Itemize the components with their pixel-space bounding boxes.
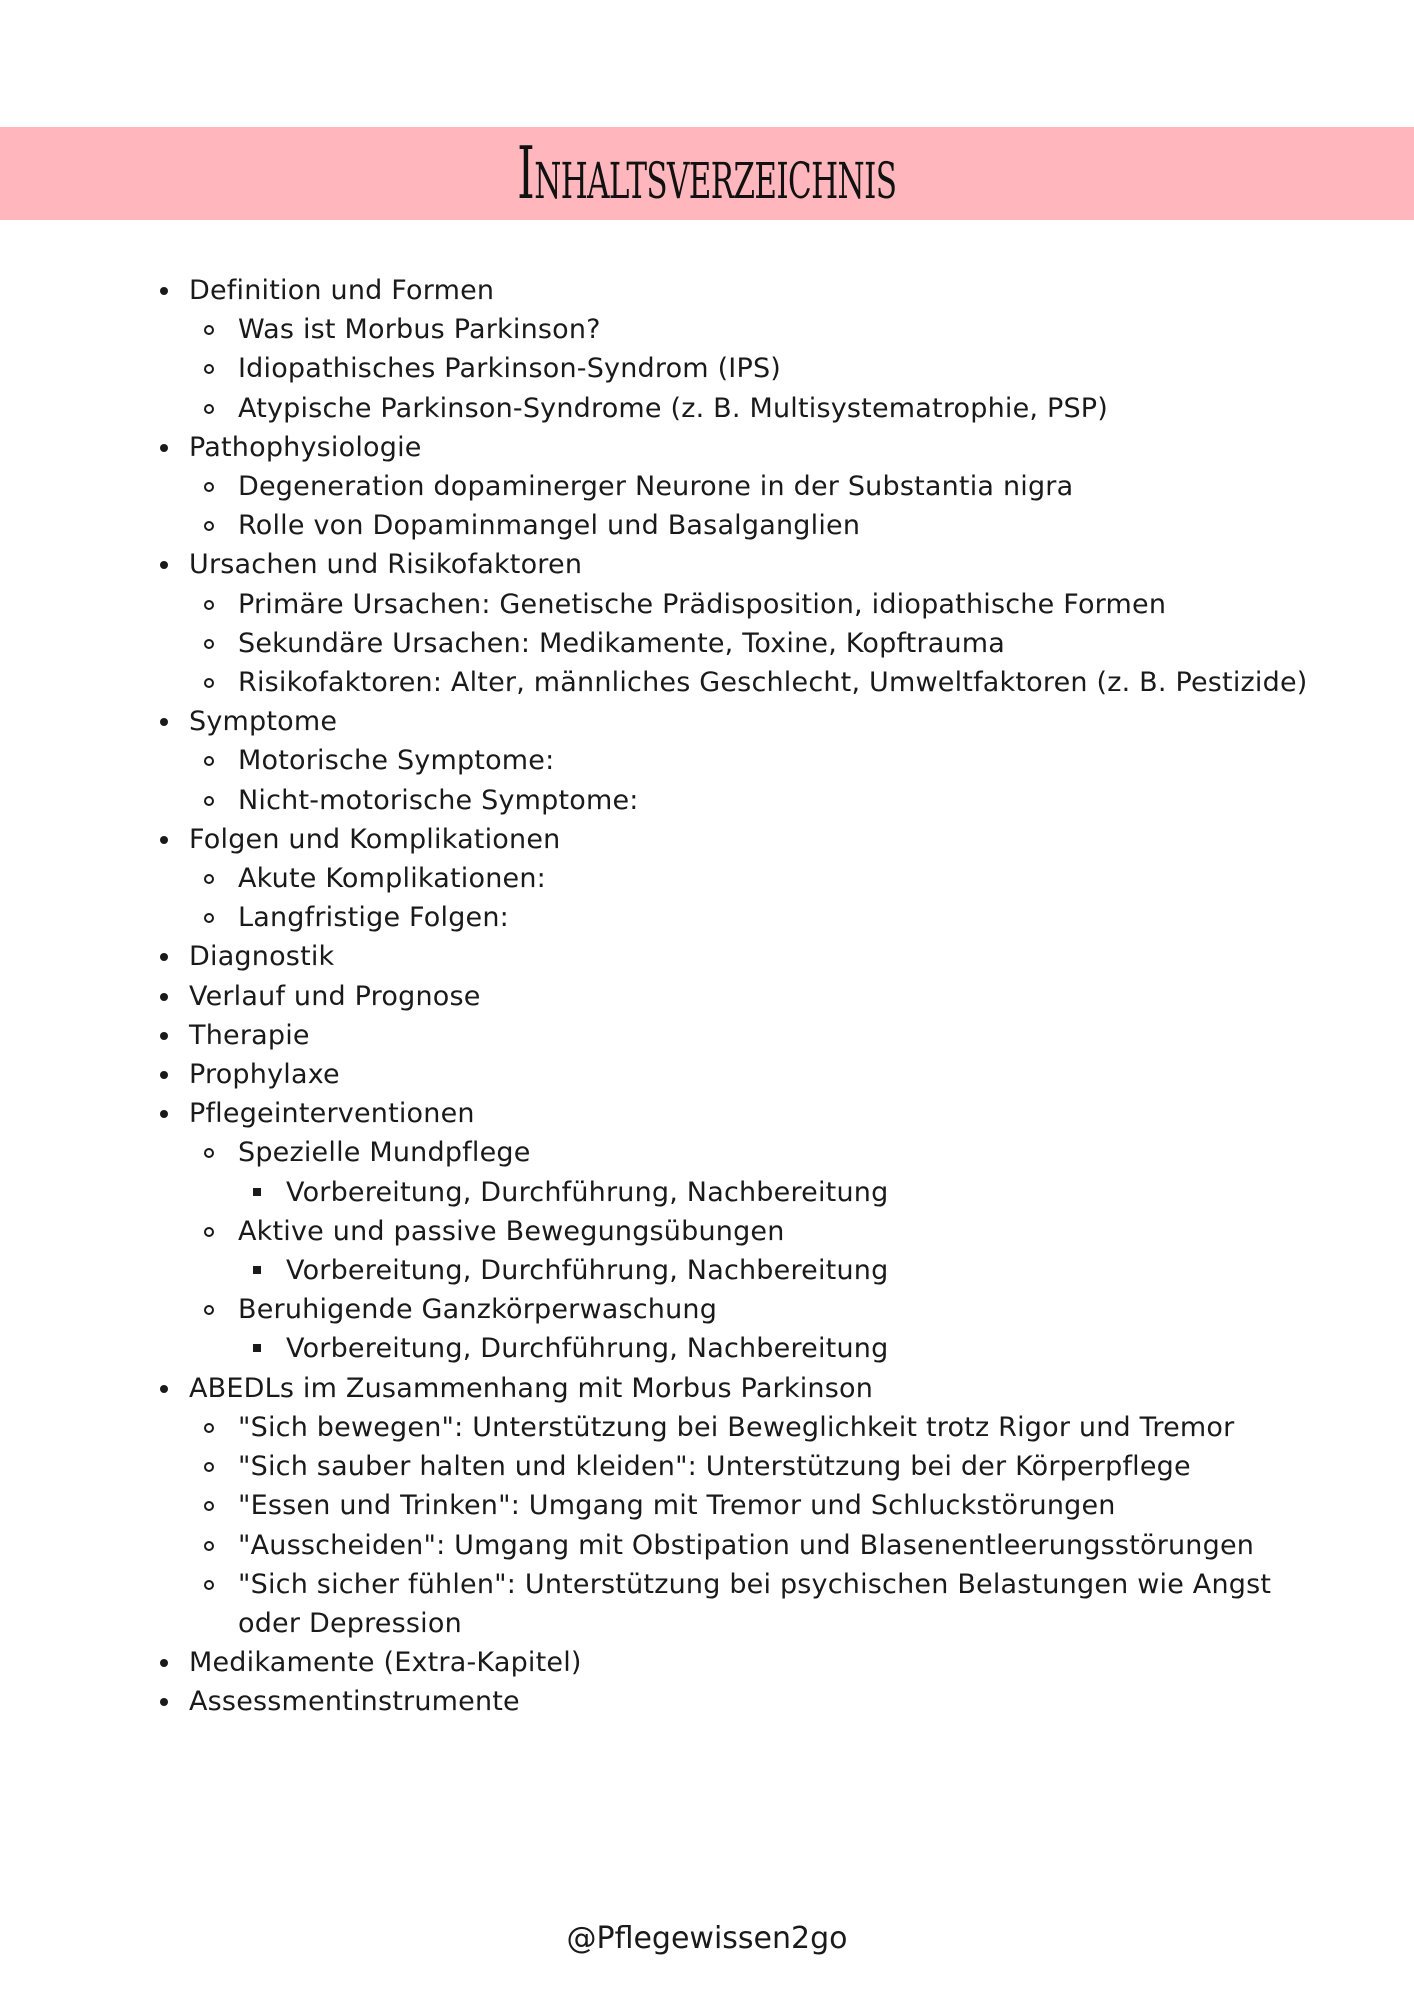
toc-subitem-label: Beruhigende Ganzkörperwaschung	[238, 1294, 718, 1326]
toc-subitem-label: Nicht-motorische Symptome:	[238, 784, 639, 816]
toc-subitem	[189, 859, 1414, 898]
toc-sublist	[189, 310, 1414, 428]
toc-sublist	[189, 741, 1414, 819]
toc-subitem-label: "Sich sauber halten und kleiden": Unterstützung bei der Körperpflege	[238, 1451, 1191, 1483]
toc-sublist	[189, 467, 1414, 545]
toc-item	[0, 1369, 1414, 1643]
toc-subitem	[189, 1526, 1414, 1565]
toc-subsubitem	[238, 1173, 1414, 1212]
toc-subitem-label: Atypische Parkinson-Syndrome (z. B. Multisystematrophie, PSP)	[238, 392, 1109, 424]
toc-subitem	[189, 310, 1414, 349]
toc-subitem	[189, 898, 1414, 937]
toc-subitem	[189, 1212, 1414, 1290]
toc-subitem	[189, 1447, 1414, 1486]
toc-sublist	[189, 859, 1414, 937]
toc-item	[0, 428, 1414, 546]
toc-subitem-label: "Sich bewegen": Unterstützung bei Beweglichkeit trotz Rigor und Tremor	[238, 1411, 1235, 1443]
toc-subitem-label: Primäre Ursachen: Genetische Prädisposition, idiopathische Formen	[238, 588, 1167, 620]
toc-subitem-label: "Ausscheiden": Umgang mit Obstipation und Blasenentleerungsstörungen	[238, 1529, 1255, 1561]
toc-subitem-label: "Sich sicher fühlen": Unterstützung bei psychischen Belastungen wie Angst oder Depression	[238, 1568, 1272, 1639]
toc-item	[0, 1055, 1414, 1094]
toc-item	[0, 937, 1414, 976]
toc-item-label: Diagnostik	[189, 941, 335, 973]
toc-item-label: Pathophysiologie	[189, 431, 422, 463]
toc-subitem	[189, 1565, 1278, 1643]
table-of-contents	[0, 271, 1414, 1722]
toc-list	[0, 271, 1414, 1722]
toc-subitem	[189, 1290, 1414, 1368]
toc-subitem	[189, 506, 1414, 545]
toc-subitem-label: Was ist Morbus Parkinson?	[238, 314, 601, 346]
toc-subitem	[189, 585, 1414, 624]
toc-item	[0, 1643, 1414, 1682]
toc-subsubitem-label: Vorbereitung, Durchführung, Nachbereitung	[286, 1176, 889, 1208]
toc-item	[0, 977, 1414, 1016]
toc-subitem-label: Degeneration dopaminerger Neurone in der Substantia nigra	[238, 471, 1074, 503]
toc-subitem	[189, 1408, 1414, 1447]
page-title: Inhaltsverzeichnis	[517, 131, 897, 215]
toc-item-label: Pflegeinterventionen	[189, 1098, 475, 1130]
toc-item-label: ABEDLs im Zusammenhang mit Morbus Parkinson	[189, 1372, 874, 1404]
footer-handle: @Pflegewissen2go	[566, 1921, 848, 1956]
toc-item-label: Prophylaxe	[189, 1059, 340, 1091]
toc-subitem	[189, 1133, 1414, 1211]
toc-subitem-label: Akute Komplikationen:	[238, 863, 546, 895]
toc-sublist	[189, 1408, 1414, 1643]
toc-item-label: Assessmentinstrumente	[189, 1686, 520, 1718]
toc-subitem-label: Aktive und passive Bewegungsübungen	[238, 1215, 785, 1247]
toc-subsublist	[238, 1173, 1414, 1212]
toc-sublist	[189, 1133, 1414, 1368]
toc-subitem-label: Rolle von Dopaminmangel und Basalganglien	[238, 510, 861, 542]
toc-subitem-label: Langfristige Folgen:	[238, 902, 509, 934]
toc-item	[0, 820, 1414, 938]
toc-subitem-label: Motorische Symptome:	[238, 745, 555, 777]
toc-item-label: Ursachen und Risikofaktoren	[189, 549, 583, 581]
toc-item-label: Symptome	[189, 706, 338, 738]
toc-item	[0, 1094, 1414, 1368]
toc-subsubitem	[238, 1329, 1414, 1368]
toc-subitem-label: Idiopathisches Parkinson-Syndrom (IPS)	[238, 353, 782, 385]
toc-item	[0, 545, 1414, 702]
toc-subitem	[189, 389, 1414, 428]
toc-subitem-label: Spezielle Mundpflege	[238, 1137, 531, 1169]
toc-subitem-label: Risikofaktoren: Alter, männliches Geschlecht, Umweltfaktoren (z. B. Pestizide)	[238, 667, 1308, 699]
toc-item-label: Medikamente (Extra-Kapitel)	[189, 1647, 582, 1679]
toc-item	[0, 1016, 1414, 1055]
toc-subitem	[189, 663, 1414, 702]
toc-item-label: Verlauf und Prognose	[189, 980, 481, 1012]
toc-subitem	[189, 467, 1414, 506]
toc-item-label: Definition und Formen	[189, 275, 495, 306]
toc-sublist	[189, 585, 1414, 703]
toc-subitem-label: "Essen und Trinken": Umgang mit Tremor und Schluckstörungen	[238, 1490, 1116, 1522]
toc-subsublist	[238, 1251, 1414, 1290]
toc-subsubitem-label: Vorbereitung, Durchführung, Nachbereitung	[286, 1333, 889, 1365]
toc-subitem-label: Sekundäre Ursachen: Medikamente, Toxine, Kopftrauma	[238, 627, 1006, 659]
toc-subitem	[189, 741, 1414, 780]
toc-subitem	[189, 624, 1414, 663]
toc-subitem	[189, 1486, 1414, 1525]
toc-item	[0, 702, 1414, 820]
toc-item-label: Therapie	[189, 1019, 310, 1051]
toc-item	[0, 1682, 1414, 1721]
toc-subsubitem-label: Vorbereitung, Durchführung, Nachbereitung	[286, 1255, 889, 1287]
toc-subitem	[189, 781, 1414, 820]
title-banner	[0, 127, 1414, 220]
toc-item	[0, 271, 1414, 428]
toc-subsublist	[238, 1329, 1414, 1368]
toc-subitem	[189, 349, 1414, 388]
toc-item-label: Folgen und Komplikationen	[189, 823, 561, 855]
toc-subsubitem	[238, 1251, 1414, 1290]
